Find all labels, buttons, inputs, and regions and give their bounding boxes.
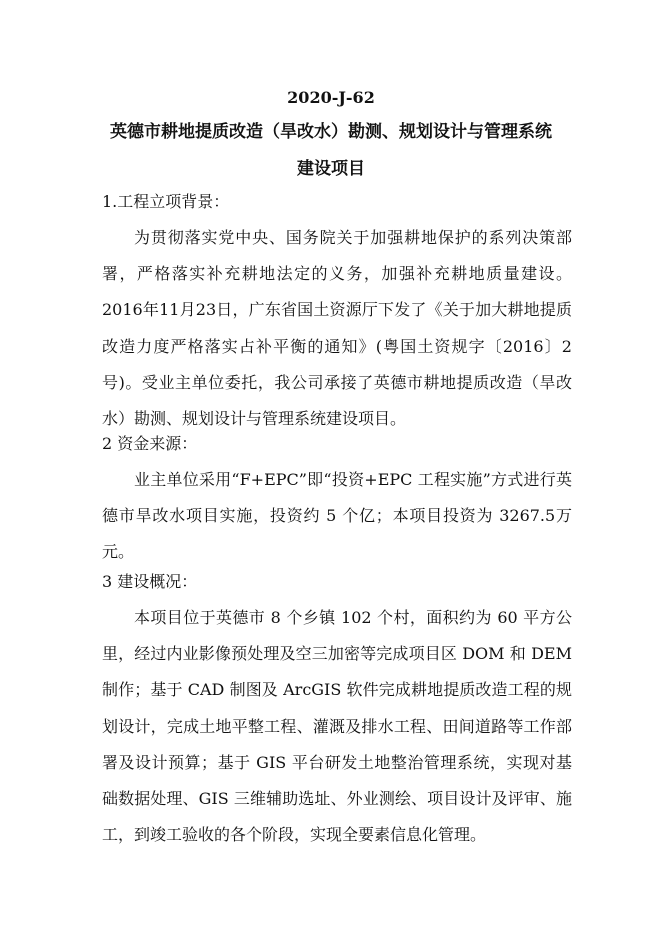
- section-body-overview: 本项目位于英德市 8 个乡镇 102 个村，面积约为 60 平方公里，经过内业影像预处理及空三加密等完成项目区 DOM 和 DEM 制作；基于 CAD 制图及 ArcGIS 软件完成耕地提质改造工程的规划设计，完成土地平整工程、灌溉及排水工程、田间道路等工作部署及设计预算；基于 GIS 平台研发土地整治管理系统，实现对基础数据处理、GIS 三维辅助选址、外业测绘、项目设计及评审、施工，到竣工验收的各个阶段，实现全要素信息化管理。: [102, 608, 572, 845]
- document-title-line-2: 建设项目: [297, 159, 365, 179]
- document-title-line-1: 英德市耕地提质改造（旱改水）勘测、规划设计与管理系统: [110, 122, 552, 142]
- section-heading-overview: 3 建设概况：: [102, 572, 198, 591]
- project-code: 2020-J-62: [287, 88, 375, 107]
- section-body-background: 为贯彻落实党中央、国务院关于加强耕地保护的系列决策部署，严格落实补充耕地法定的义务，加强补充耕地质量建设。2016年11月23日，广东省国土资源厅下发了《关于加大耕地提质改造力度严格落实占补平衡的通知》(粤国土资规字〔2016〕2号)。受业主单位委托，我公司承接了英德市耕地提质改造（旱改水）勘测、规划设计与管理系统建设项目。: [102, 228, 572, 429]
- section-body-funding: 业主单位采用“F+EPC”即“投资+EPC 工程实施”方式进行英德市旱改水项目实施，投资约 5 个亿；本项目投资为 3267.5万元。: [102, 470, 572, 562]
- section-heading-funding: 2 资金来源：: [102, 434, 198, 453]
- section-heading-background: 1.工程立项背景：: [102, 192, 230, 211]
